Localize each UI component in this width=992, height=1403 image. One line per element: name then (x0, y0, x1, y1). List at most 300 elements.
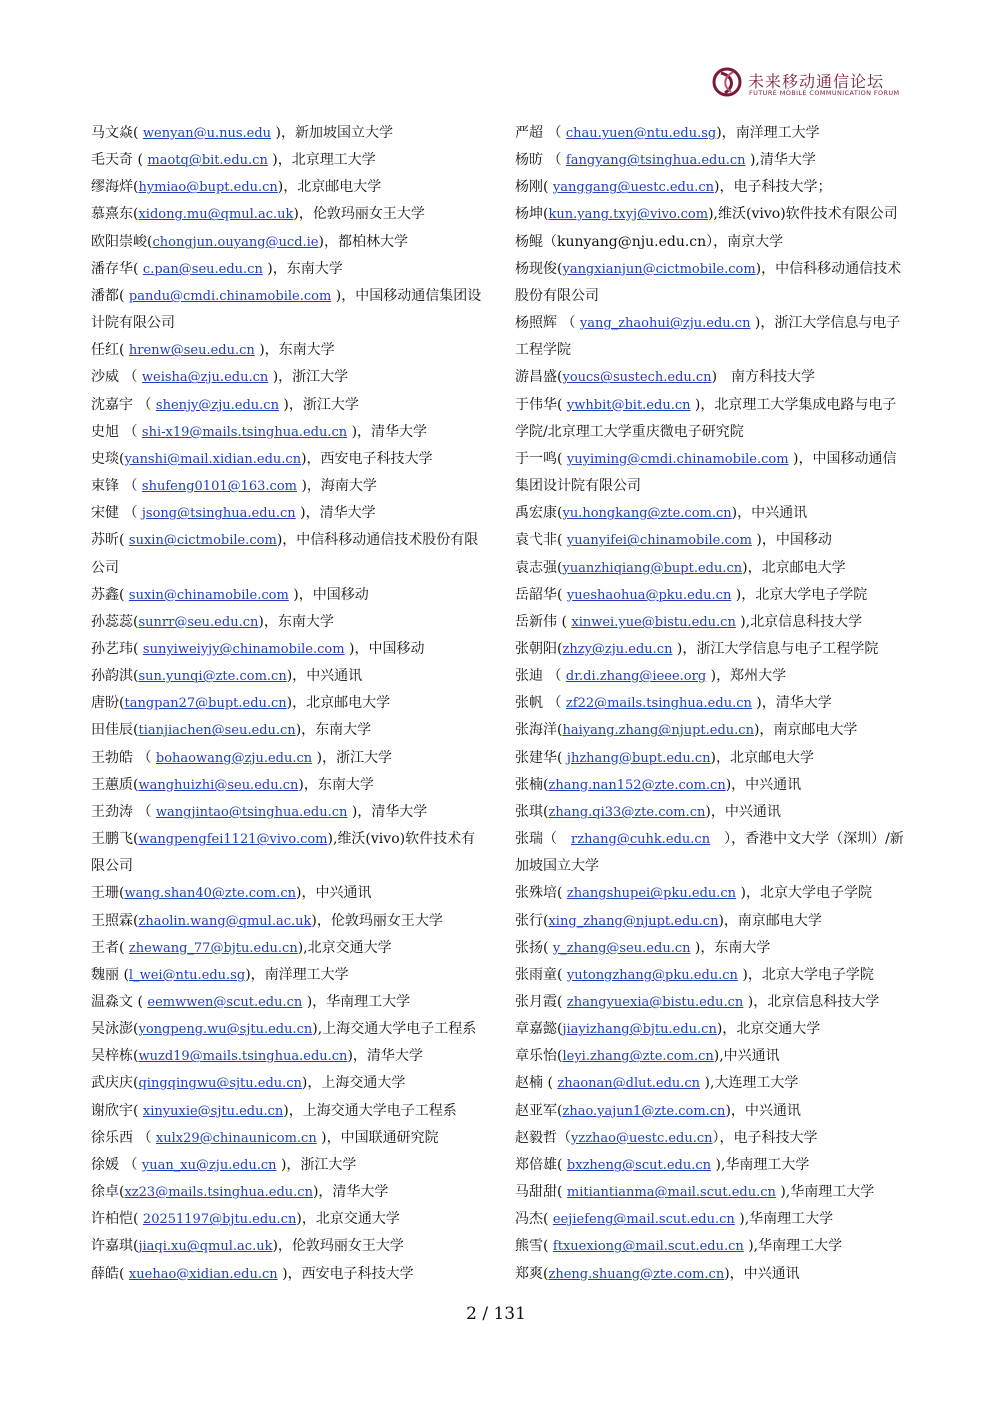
open-bracket: ( (557, 586, 567, 603)
contact-email-link[interactable]: hymiao@bupt.edu.cn (138, 180, 278, 196)
contact-email-link[interactable]: y_zhang@seu.edu.cn (552, 940, 691, 956)
contact-name: 王鹏飞 (91, 831, 133, 848)
contact-affiliation: 华南理工大学 (326, 994, 411, 1010)
contact-name: 徐乐西 (91, 1129, 133, 1146)
contact-email-link[interactable]: zheng.shuang@zte.com.cn (548, 1266, 725, 1282)
contact-entry (515, 174, 910, 201)
contact-email-link[interactable]: mitiantianma@mail.scut.edu.cn (566, 1185, 776, 1201)
contact-entry (515, 663, 910, 690)
contact-email-link[interactable]: wanghuizhi@seu.edu.cn (138, 777, 299, 793)
close-bracket: )， (272, 1238, 292, 1255)
close-bracket: )， (710, 749, 731, 766)
contact-name: 徐媛 (91, 1156, 119, 1173)
open-bracket: ( (557, 1184, 567, 1201)
contact-affiliation: 华南理工大学 (758, 1238, 843, 1255)
contact-entry (515, 147, 910, 174)
contact-name: 王珊 (91, 885, 119, 902)
contact-email-link[interactable]: dr.di.zhang@ieee.org (565, 669, 707, 685)
open-bracket: ( (543, 939, 553, 956)
open-bracket: ( (133, 668, 139, 685)
contact-name: 魏丽 (91, 966, 119, 983)
contact-email-link[interactable]: qingqingwu@sjtu.edu.cn (138, 1076, 302, 1092)
contact-affiliation: 浙江大学信息与电子工程学院 (696, 640, 879, 657)
contact-email-link[interactable]: xinyuxie@sjtu.edu.cn (142, 1103, 284, 1119)
contact-entry (515, 799, 910, 826)
contact-affiliation: 清华大学 (371, 803, 428, 820)
open-bracket: ( (557, 559, 563, 576)
contact-entry (91, 1233, 486, 1260)
contact-name: 束锋 (91, 478, 119, 495)
contact-email-link[interactable]: wuzd19@mails.tsinghua.edu.cn (138, 1049, 348, 1065)
open-bracket: ( (543, 1075, 558, 1092)
open-bracket: （ (133, 1129, 156, 1146)
contact-affiliation: 中兴通讯 (745, 776, 802, 793)
contact-email-link[interactable]: shufeng0101@163.com (141, 479, 297, 495)
close-bracket: )， (751, 695, 776, 712)
open-bracket: ( (557, 749, 567, 766)
close-bracket: )， (278, 396, 303, 413)
contact-email-link[interactable]: shi-x19@mails.tsinghua.edu.cn (141, 424, 348, 440)
open-bracket: ( (133, 1102, 143, 1119)
close-bracket: )， (258, 613, 278, 630)
close-bracket: )， (714, 179, 734, 196)
contact-email-link[interactable]: bohaowang@zju.edu.cn (155, 750, 313, 766)
page-number: 2 / 131 (466, 1304, 526, 1324)
contact-entry (515, 745, 910, 772)
contact-entry (515, 690, 910, 717)
contact-email-link[interactable]: youcs@sustech.edu.cn (562, 370, 712, 386)
close-bracket: )， (347, 803, 372, 820)
open-bracket: ( (133, 994, 148, 1010)
contact-email-link[interactable]: fangyang@tsinghua.edu.cn (565, 153, 746, 169)
contact-affiliation: 南京邮电大学 (773, 722, 858, 739)
close-bracket: )， (742, 559, 762, 576)
open-bracket: ( (133, 152, 148, 169)
close-bracket: )， (276, 532, 297, 549)
contact-affiliation: 清华大学 (371, 423, 428, 440)
contact-affiliation: 伦敦玛丽女王大学 (291, 1238, 404, 1255)
contact-affiliation: 清华大学 (759, 152, 816, 169)
open-bracket: ( (133, 640, 143, 657)
contact-email-link[interactable]: zf22@mails.tsinghua.edu.cn (565, 696, 752, 712)
contact-email-link[interactable]: wangpengfei1121@vivo.com (138, 832, 328, 848)
contact-email-link[interactable]: haiyang.zhang@njupt.edu.cn (562, 723, 754, 739)
open-bracket: （ (543, 831, 571, 848)
open-bracket: ( (543, 179, 553, 196)
forum-emblem-icon (711, 66, 743, 98)
contact-email-link[interactable]: ftxuexiong@mail.scut.edu.cn (552, 1239, 744, 1255)
contact-name: 马文焱 (91, 125, 133, 141)
contact-name: 孙艺玮 (91, 640, 133, 657)
open-bracket: ( (557, 613, 572, 630)
contact-affiliation: 海南大学 (320, 478, 377, 495)
contact-name: 袁志强 (515, 559, 557, 576)
contact-email-link[interactable]: yang_zhaohui@zju.edu.cn (579, 316, 751, 332)
open-bracket: ( (133, 722, 139, 739)
close-bracket: ), (743, 1238, 759, 1255)
close-bracket: )， (705, 803, 725, 820)
contact-entry (515, 392, 910, 446)
contact-affiliation: 北京邮电大学 (297, 179, 382, 196)
contact-name: 谢欣宇 (91, 1102, 133, 1119)
contact-entry (91, 392, 486, 419)
contact-name: 潘都 (91, 287, 119, 304)
contact-email-link[interactable]: zhangshupei@pku.edu.cn (566, 886, 737, 902)
open-bracket: （ (133, 396, 156, 413)
contact-email-link[interactable]: zhaonan@dlut.edu.cn (557, 1076, 701, 1092)
contact-entry (515, 935, 910, 962)
contact-affiliation: 浙江大学 (302, 396, 359, 413)
contact-affiliation: 东南大学 (286, 260, 343, 277)
contact-name: 赵毅哲 (515, 1129, 557, 1146)
close-bracket: )， (277, 179, 298, 196)
contact-email-link[interactable]: rzhang@cuhk.edu.cn (571, 832, 711, 848)
contact-name: 王劲涛 (91, 803, 133, 820)
open-bracket: ( (557, 1156, 567, 1173)
contact-entry (91, 908, 486, 935)
close-bracket: )， (271, 125, 295, 141)
contact-email-link[interactable]: jiaqi.xu@qmul.ac.uk (138, 1239, 273, 1255)
contact-email-link[interactable]: jiayizhang@bjtu.edu.cn (562, 1022, 717, 1038)
contact-email-link[interactable]: zhangyuexia@bistu.edu.cn (566, 995, 744, 1010)
contact-entry (91, 962, 486, 989)
contact-email-link[interactable]: bxzheng@scut.edu.cn (566, 1157, 712, 1173)
contact-email-link[interactable]: yuanyifei@chinamobile.com (566, 533, 752, 549)
contact-entry (91, 826, 486, 880)
open-bracket: ( (119, 885, 125, 902)
contact-affiliation: 北京理工大学 (291, 152, 376, 169)
contact-affiliation: 北京邮电大学 (730, 749, 815, 766)
close-bracket: )， (344, 640, 369, 657)
right-contact-column (515, 120, 910, 1288)
contact-email-link[interactable]: zhang.qi33@zte.com.cn (548, 804, 706, 820)
contact-name: 欧阳崇峻 (91, 233, 147, 250)
contact-entry (91, 690, 486, 717)
open-bracket: ( (133, 613, 139, 630)
open-bracket: ( (147, 233, 153, 250)
contact-affiliation: 东南大学 (714, 939, 771, 956)
contact-affiliation: 北京大学电子学院 (761, 966, 874, 983)
close-bracket: ), (312, 1021, 323, 1038)
contact-email-link[interactable]: wangjintao@tsinghua.edu.cn (155, 804, 348, 820)
left-contact-column (91, 120, 486, 1288)
contact-entry (515, 201, 910, 228)
contact-affiliation: 中兴通讯 (751, 505, 808, 522)
contact-email-link[interactable]: leyi.zhang@zte.com.cn (562, 1049, 714, 1065)
contact-email-link[interactable]: wenyan@u.nus.edu (142, 126, 272, 141)
contact-entry (91, 1206, 486, 1233)
contact-affiliation: 中国移动通信集团设计院有限公司 (91, 287, 482, 332)
contact-affiliation: 西安电子科技大学 (301, 1265, 414, 1282)
contact-affiliation: 浙江大学 (292, 369, 349, 386)
contact-entry (91, 174, 486, 201)
contact-email-link[interactable]: pandu@cmdi.chinamobile.com (128, 288, 332, 304)
contact-email-link[interactable]: yu.hongkang@zte.com.cn (562, 506, 732, 522)
open-bracket: ( (119, 287, 129, 304)
forum-logo (711, 66, 911, 102)
contact-affiliation: 北京交通大学 (315, 1211, 400, 1228)
contact-affiliation: 华南理工大学 (725, 1156, 810, 1173)
close-bracket: )， (731, 586, 756, 603)
open-bracket: ( (557, 532, 567, 549)
open-bracket: ( (119, 1265, 129, 1282)
contact-affiliation: 华南理工大学 (790, 1184, 875, 1201)
open-bracket: （ (543, 668, 566, 685)
contact-affiliation: 北京大学电子学院 (759, 885, 872, 902)
contact-email-link[interactable]: wang.shan40@zte.com.cn (124, 886, 297, 902)
contact-email-link[interactable]: xuehao@xidian.edu.cn (128, 1266, 278, 1282)
contact-entry (515, 500, 910, 527)
contact-email-link[interactable]: eemwwen@scut.edu.cn (147, 995, 303, 1010)
contact-entry (91, 256, 486, 283)
contact-entry (515, 1206, 910, 1233)
close-bracket: ）， (710, 831, 746, 848)
close-bracket: ), (711, 1156, 726, 1173)
contact-email-link[interactable]: jsong@tsinghua.edu.cn (141, 506, 296, 522)
open-bracket: （ (543, 125, 566, 141)
contact-email-link[interactable]: l_wei@ntu.edu.sg (128, 967, 246, 983)
contact-name: 潘存华 (91, 260, 133, 277)
contact-affiliation: 东南大学 (315, 722, 372, 739)
contact-email-link[interactable]: weisha@zju.edu.cn (141, 370, 269, 386)
open-bracket: ( (543, 803, 549, 820)
contact-email-link[interactable]: tianjiachen@seu.edu.cn (138, 723, 296, 739)
contact-entry (91, 446, 486, 473)
contact-name: 杨昉 (515, 152, 543, 169)
contact-entry (91, 201, 486, 228)
close-bracket: )， (293, 206, 313, 223)
contact-affiliation: 维沃(vivo)软件技术有限公司 (718, 206, 898, 223)
contact-email-link[interactable]: tangpan27@bupt.edu.cn (124, 696, 287, 712)
contact-name: 张扬 (515, 939, 543, 956)
open-bracket: （ (543, 695, 566, 712)
contact-affiliation: 电子科技大学 (733, 1129, 818, 1146)
contact-email-link[interactable]: yanggang@uestc.edu.cn (552, 180, 715, 196)
open-bracket: （ (133, 749, 156, 766)
contact-entry (91, 772, 486, 799)
contact-email-link[interactable]: xz23@mails.tsinghua.edu.cn (124, 1185, 313, 1201)
contact-email-link[interactable]: kun.yang.txyj@vivo.com (548, 207, 709, 223)
contact-name: 苏昕 (91, 532, 119, 549)
contact-email-link[interactable]: yutongzhang@pku.edu.cn (566, 967, 738, 983)
close-bracket: )， (331, 287, 356, 304)
contact-email-link[interactable]: zhewang_77@bjtu.edu.cn (128, 940, 298, 956)
contact-affiliation: 东南大学 (278, 342, 335, 359)
contact-name: 杨鲲 (515, 233, 543, 250)
contact-email-link[interactable]: xidong.mu@qmul.ac.uk (138, 207, 294, 223)
contact-affiliation: 浙江大学 (300, 1156, 357, 1173)
close-bracket: )， (302, 994, 327, 1010)
contact-affiliation: 南京大学 (727, 233, 784, 250)
contact-email-link[interactable]: xinwei.yue@bistu.edu.cn (571, 614, 736, 630)
close-bracket: )， (690, 396, 715, 413)
contact-entry (91, 1070, 486, 1097)
contact-name: 任红 (91, 342, 119, 359)
contact-email-link[interactable]: yongpeng.wu@sjtu.edu.cn (138, 1022, 313, 1038)
contact-entry (91, 283, 486, 337)
open-bracket: （ (119, 423, 142, 440)
open-bracket: ( (557, 640, 563, 657)
contact-name: 张建华 (515, 749, 557, 766)
contact-entry (91, 880, 486, 907)
contact-affiliation: 北京邮电大学 (761, 559, 846, 576)
contact-entry (91, 1043, 486, 1070)
close-bracket: )， (254, 342, 279, 359)
contact-entry (91, 1125, 486, 1152)
contact-entry (91, 799, 486, 826)
close-bracket: )， (690, 939, 715, 956)
contact-entry (515, 527, 910, 554)
contact-name: 唐盼 (91, 695, 119, 712)
close-bracket: )， (283, 1102, 303, 1119)
contact-name: 张朝阳 (515, 640, 557, 657)
close-bracket: )， (737, 966, 762, 983)
open-bracket: （ (119, 505, 142, 522)
contact-entry (515, 120, 910, 147)
close-bracket: )， (347, 423, 372, 440)
contact-name: 王蕙质 (91, 776, 133, 793)
contact-email-link[interactable]: xulx29@chinaunicom.cn (155, 1130, 317, 1146)
close-bracket: ), (735, 613, 751, 630)
contact-email-link[interactable]: hrenw@seu.edu.cn (128, 343, 255, 359)
contact-email-link[interactable]: chongjun.ouyang@ucd.ie (152, 234, 319, 250)
open-bracket: ( (133, 1238, 139, 1255)
contact-entry (91, 229, 486, 256)
contact-name: 缪海烊 (91, 179, 133, 196)
open-bracket: ( (543, 912, 549, 929)
close-bracket: )， (276, 1156, 301, 1173)
contact-email-link[interactable]: yanshi@mail.xidian.edu.cn (124, 451, 302, 467)
close-bracket: )， (301, 1075, 322, 1092)
open-bracket: ( (543, 1238, 553, 1255)
contact-affiliation: 南洋理工大学 (264, 966, 349, 983)
contact-name: 张迪 (515, 668, 543, 685)
close-bracket: )， (716, 1021, 737, 1038)
open-bracket: ( (133, 206, 139, 223)
contact-entry (515, 880, 910, 907)
contact-entry (515, 636, 910, 663)
contact-email-link[interactable]: sunrr@seu.edu.cn (138, 614, 259, 630)
contact-name: 岳韶华 (515, 586, 557, 603)
contact-email-link[interactable]: jhzhang@bupt.edu.cn (566, 750, 711, 766)
contact-email-link[interactable]: zhaolin.wang@qmul.ac.uk (138, 913, 312, 929)
open-bracket: ( (557, 505, 563, 522)
contact-email-link[interactable]: suxin@cictmobile.com (128, 533, 277, 549)
contact-entry (515, 609, 910, 636)
contact-entry (91, 500, 486, 527)
contact-email-link[interactable]: zhao.yajun1@zte.com.cn (562, 1103, 726, 1119)
contact-name: 杨坤 (515, 206, 543, 223)
contact-entry (91, 1016, 486, 1043)
contact-affiliation: 南方科技大学 (731, 369, 816, 386)
open-bracket: ( (133, 179, 139, 196)
contact-email-link[interactable]: yuan_xu@zju.edu.cn (141, 1157, 277, 1173)
contact-email-text: kunyang@nju.edu.cn (557, 233, 707, 250)
open-bracket: ( (133, 260, 143, 277)
contact-name: 张行 (515, 912, 543, 929)
contact-name: 严超 (515, 125, 543, 141)
contact-email-link[interactable]: xing_zhang@njupt.edu.cn (548, 913, 719, 929)
contact-affiliation: 北京交通大学 (736, 1021, 821, 1038)
contact-entry (91, 473, 486, 500)
contact-entry (91, 527, 486, 581)
contact-email-link[interactable]: 20251197@bjtu.edu.cn (142, 1212, 297, 1228)
contact-entry (91, 609, 486, 636)
contact-affiliation: 中兴通讯 (315, 885, 372, 902)
contact-name: 王者 (91, 939, 119, 956)
contact-email-link[interactable]: yuyiming@cmdi.chinamobile.com (566, 451, 789, 467)
contact-email-link[interactable]: yzzhao@uestc.edu.cn (571, 1130, 713, 1146)
contact-email-link[interactable]: yangxianjun@cictmobile.com (562, 261, 756, 277)
close-bracket: )， (318, 233, 338, 250)
contact-email-link[interactable]: yueshaohua@pku.edu.cn (566, 587, 732, 603)
close-bracket: )， (718, 912, 738, 929)
contact-name: 徐卓 (91, 1184, 119, 1201)
contact-affiliation: 中信科移动通信技术股份有限公司 (515, 260, 902, 304)
open-bracket: ( (119, 532, 129, 549)
contact-name: 温淼文 (91, 994, 133, 1010)
open-bracket: ( (133, 1048, 139, 1065)
close-bracket: )， (743, 994, 768, 1010)
contact-name: 孙蕊蕊 (91, 613, 133, 630)
contact-email-link[interactable]: yuanzhiqiang@bupt.edu.cn (562, 560, 743, 576)
contact-email-link[interactable]: suxin@chinamobile.com (128, 587, 289, 603)
open-bracket: ( (557, 966, 567, 983)
contact-affiliation: 北京理工大学集成电路与电子学院/北京理工大学重庆微电子研究院 (515, 396, 897, 440)
contact-affiliation: 中兴通讯 (724, 803, 781, 820)
contact-name: 许柏恺 (91, 1211, 133, 1228)
contact-entry (515, 1070, 910, 1097)
contact-email-link[interactable]: maotq@bit.edu.cn (147, 153, 268, 169)
contact-entry (515, 962, 910, 989)
contact-email-link[interactable]: sun.yunqi@zte.com.cn (138, 669, 287, 685)
contact-affiliation: 浙江大学信息与电子工程学院 (515, 315, 901, 359)
contact-email-link[interactable]: eejiefeng@mail.scut.edu.cn (552, 1212, 735, 1228)
contact-entry (91, 147, 486, 174)
contact-email-link[interactable]: c.pan@seu.edu.cn (142, 261, 263, 277)
contact-email-link[interactable]: zhang.nan152@zte.com.cn (548, 777, 726, 793)
close-bracket: )， (262, 260, 287, 277)
contact-email-link[interactable]: ywhbit@bit.edu.cn (566, 397, 691, 413)
contact-entry (91, 1152, 486, 1179)
close-bracket: )， (277, 1265, 302, 1282)
open-bracket: ( (543, 1211, 553, 1228)
contact-name: 张雨童 (515, 966, 557, 983)
open-bracket: ( (133, 776, 139, 793)
contact-affiliation: 北京信息科技大学 (767, 994, 880, 1010)
contact-email-link[interactable]: sunyiweiyjy@chinamobile.com (142, 641, 345, 657)
open-bracket: （ (119, 478, 142, 495)
contact-entry (515, 1261, 910, 1288)
contact-affiliation: 电子科技大学； (733, 179, 832, 196)
contact-entry (91, 717, 486, 744)
open-bracket: ( (133, 1211, 143, 1228)
open-bracket: ( (557, 260, 563, 277)
close-bracket: )， (725, 776, 746, 793)
close-bracket: ), (700, 1075, 715, 1092)
contact-affiliation: 清华大学 (332, 1184, 389, 1201)
contact-affiliation: 东南大学 (277, 613, 334, 630)
contact-name: 田佳辰 (91, 722, 133, 739)
contact-email-link[interactable]: chau.yuen@ntu.edu.sg (565, 126, 717, 141)
close-bracket: )， (297, 478, 321, 495)
close-bracket: )， (311, 912, 331, 929)
contact-name: 郑爽 (515, 1265, 543, 1282)
contact-email-link[interactable]: zhzy@zju.edu.cn (562, 641, 673, 657)
open-bracket: ( (543, 206, 549, 223)
contact-entry (91, 419, 486, 446)
contact-email-link[interactable]: shenjy@zju.edu.cn (155, 397, 279, 413)
